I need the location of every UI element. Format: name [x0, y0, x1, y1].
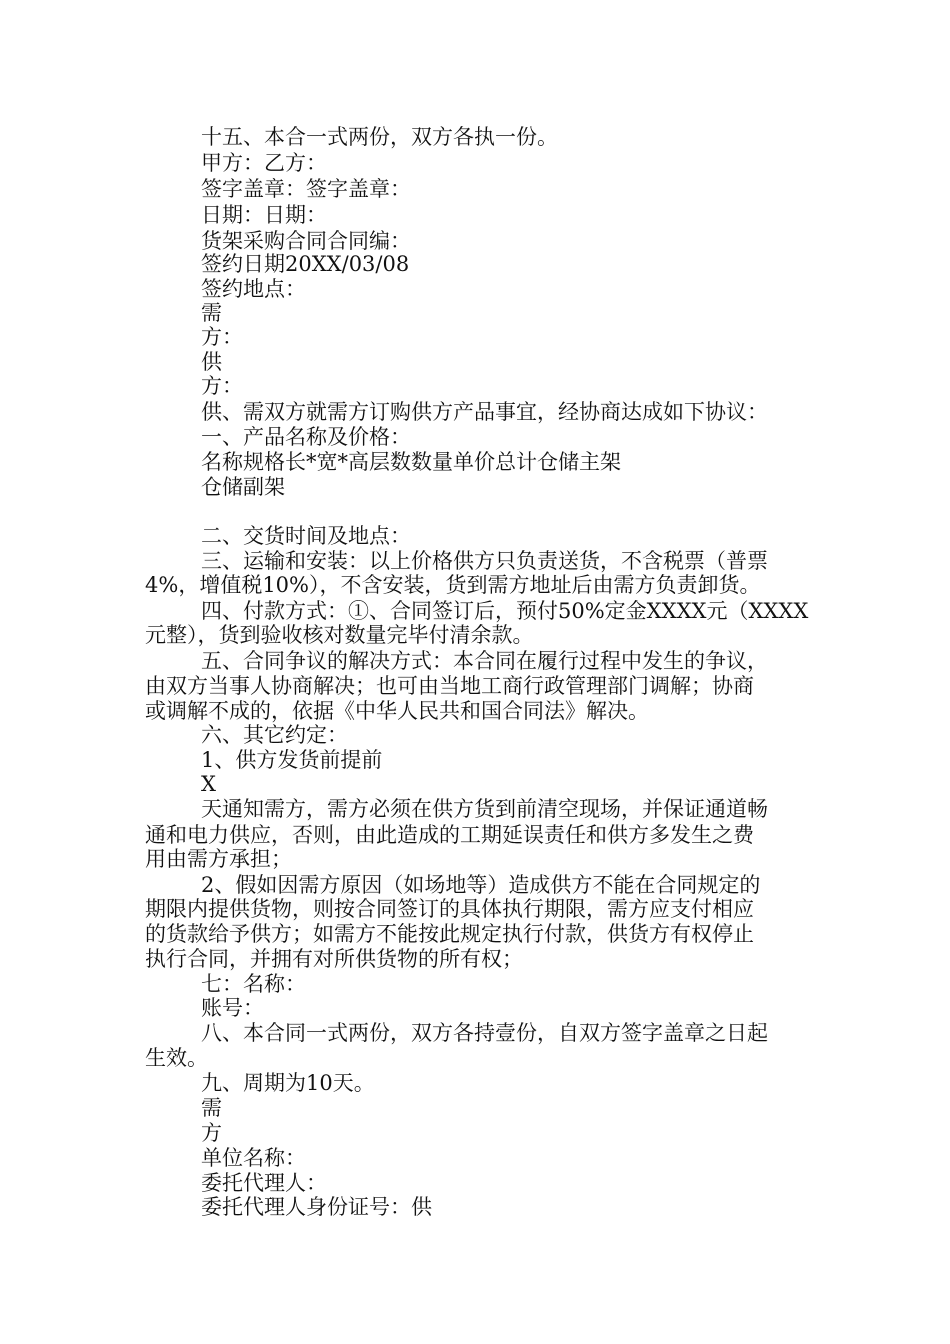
text-line: 二、交货时间及地点：: [201, 524, 411, 548]
text-line: 五、合同争议的解决方式：本合同在履行过程中发生的争议，: [201, 649, 768, 673]
text-line: 用由需方承担；: [145, 847, 292, 871]
text-line: 仓储副架: [201, 475, 285, 499]
text-line: 七：名称：: [201, 972, 306, 996]
text-line: 需: [201, 301, 222, 325]
text-line: 八、本合同一式两份，双方各持壹份，自双方签字盖章之日起: [201, 1021, 768, 1045]
text-line: 天通知需方，需方必须在供方货到前清空现场，并保证通道畅: [201, 797, 768, 821]
text-line: 方: [201, 1121, 222, 1145]
text-line: 六、其它约定：: [201, 723, 348, 747]
text-line: 元整），货到验收核对数量完毕付清余款。: [145, 623, 534, 647]
text-line: 供、需双方就需方订购供方产品事宜，经协商达成如下协议：: [201, 400, 768, 424]
text-line: 甲方：乙方：: [201, 151, 327, 175]
text-line: 签字盖章：签字盖章：: [201, 177, 411, 201]
text-line: 由双方当事人协商解决；也可由当地工商行政管理部门调解；协商: [145, 674, 754, 698]
text-line: 三、运输和安装：以上价格供方只负责送货，不含税票（普票: [201, 549, 768, 573]
text-line: 货架采购合同合同编：: [201, 229, 411, 253]
text-line: 四、付款方式：①、合同签订后，预付50%定金XXXX元（XXXX: [201, 599, 809, 623]
text-line: 方：: [201, 325, 243, 349]
text-line: 或调解不成的，依据《中华人民共和国合同法》解决。: [145, 699, 649, 723]
text-line: 供: [201, 350, 222, 374]
text-line: 通和电力供应，否则，由此造成的工期延误责任和供方多发生之费: [145, 823, 754, 847]
text-line: 名称规格长*宽*高层数数量单价总计仓储主架: [201, 450, 621, 474]
text-line: 账号：: [201, 996, 264, 1020]
text-line: 日期：日期：: [201, 203, 327, 227]
text-line: X: [201, 772, 216, 796]
text-line: 需: [201, 1096, 222, 1120]
text-line: 执行合同，并拥有对所供货物的所有权；: [145, 947, 523, 971]
text-line: 一、产品名称及价格：: [201, 425, 411, 449]
text-line: 委托代理人身份证号：供: [201, 1195, 432, 1219]
text-line: 的货款给予供方；如需方不能按此规定执行付款，供货方有权停止: [145, 922, 754, 946]
text-line: 方：: [201, 374, 243, 398]
text-line: 签约地点：: [201, 277, 306, 301]
text-line: 1、供方发货前提前: [201, 748, 383, 772]
text-line: 4%，增值税10%），不含安装，货到需方地址后由需方负责卸货。: [145, 573, 761, 597]
text-line: 生效。: [145, 1046, 208, 1070]
text-line: 委托代理人：: [201, 1171, 327, 1195]
text-line: 期限内提供货物，则按合同签订的具体执行期限，需方应支付相应: [145, 897, 754, 921]
text-line: 签约日期20XX/03/08: [201, 252, 410, 276]
text-line: 九、周期为10天。: [201, 1071, 375, 1095]
text-line: 单位名称：: [201, 1146, 306, 1170]
text-line: 2、假如因需方原因（如场地等）造成供方不能在合同规定的: [201, 873, 761, 897]
text-line: 十五、本合一式两份，双方各执一份。: [201, 125, 558, 149]
